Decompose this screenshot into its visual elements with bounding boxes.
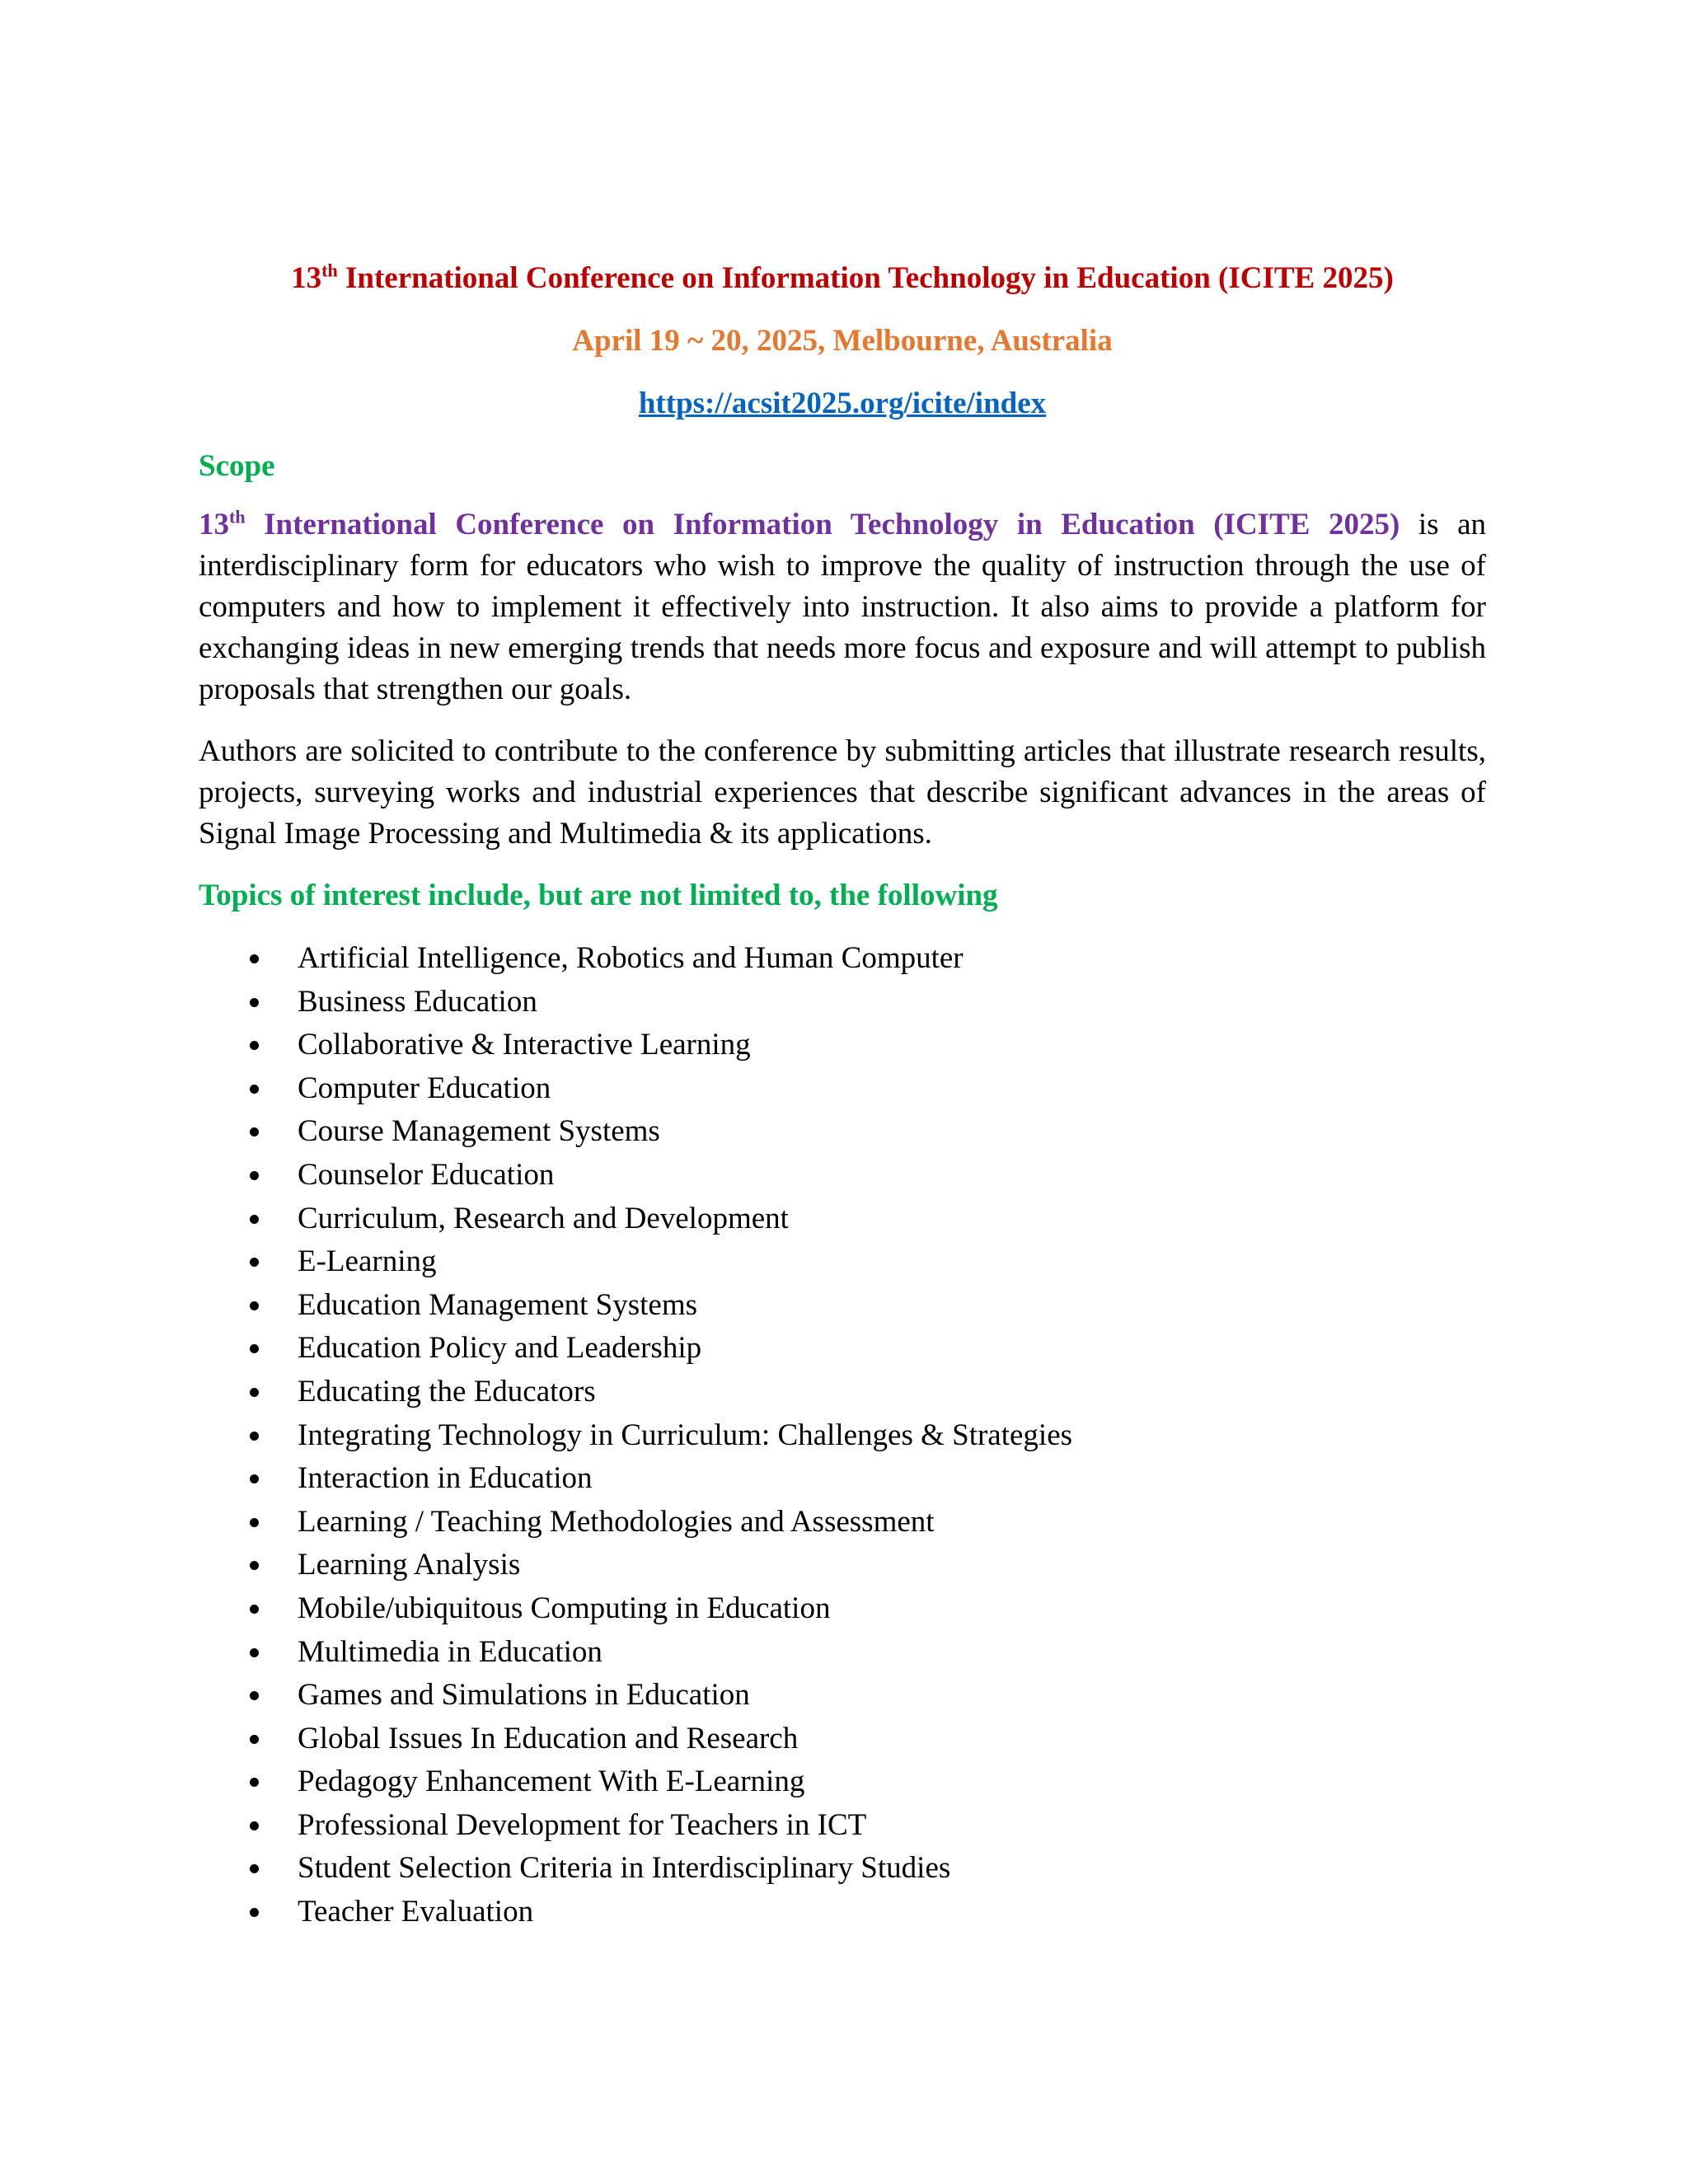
- bullet-icon: [250, 1474, 259, 1483]
- topic-item: [199, 1240, 1486, 1284]
- document-content: [199, 255, 1486, 1934]
- conference-url-line: [199, 381, 1486, 427]
- topics-heading: Topics of interest include, but are not limited to, the following: [199, 879, 998, 912]
- topic-item-label: Counselor Education: [298, 1157, 555, 1192]
- bullet-icon: [250, 1344, 259, 1353]
- topic-item-label: Education Policy and Leadership: [298, 1331, 702, 1366]
- topic-item: [199, 1587, 1486, 1631]
- scope-heading: Scope: [199, 449, 275, 483]
- topic-item-label: Computer Education: [298, 1071, 551, 1105]
- topic-item: [199, 1457, 1486, 1501]
- topic-item-label: Business Education: [298, 984, 537, 1019]
- topic-item-label: Multimedia in Education: [298, 1634, 603, 1669]
- topic-item: [199, 1197, 1486, 1241]
- scope-lead-text: International Conference on Information Technology in Education (ICITE 2025): [245, 508, 1400, 541]
- topic-item: [199, 1154, 1486, 1197]
- bullet-icon: [250, 1127, 259, 1137]
- scope-lead-number: 13: [199, 508, 229, 541]
- topic-item: [199, 1760, 1486, 1804]
- topic-item-label: Learning Analysis: [298, 1548, 521, 1582]
- bullet-icon: [250, 1735, 259, 1744]
- bullet-icon: [250, 1388, 259, 1397]
- topic-item-label: Course Management Systems: [298, 1114, 660, 1149]
- topic-item: [199, 1804, 1486, 1848]
- title-text: International Conference on Information Technology in Education (ICITE 2025): [337, 261, 1394, 295]
- topic-item: [199, 1371, 1486, 1414]
- topic-item: [199, 1110, 1486, 1154]
- topic-item-label: Mobile/ubiquitous Computing in Education: [298, 1591, 831, 1625]
- topic-item-label: Pedagogy Enhancement With E-Learning: [298, 1765, 805, 1799]
- scope-paragraph-1-text: is an interdisciplinary form for educators who wish to improve the quality of instruction through the use of computers and how to implement it effectively into instruction. It also aims to provide a platform for exchanging ideas in new emerging trends that needs more focus and exposure and will attempt to publish proposals that strengthen our goals.: [199, 508, 1486, 706]
- topic-item-label: Education Management Systems: [298, 1287, 698, 1322]
- topic-item-label: Teacher Evaluation: [298, 1895, 534, 1929]
- bullet-icon: [250, 1171, 259, 1180]
- bullet-icon: [250, 1778, 259, 1787]
- topic-item-label: Interaction in Education: [298, 1461, 593, 1496]
- topic-item: [199, 1544, 1486, 1587]
- topic-item-label: Curriculum, Research and Development: [298, 1201, 789, 1235]
- topic-item-label: Games and Simulations in Education: [298, 1678, 750, 1713]
- topics-list: [199, 937, 1486, 1934]
- bullet-icon: [250, 1041, 259, 1050]
- topic-item-label: Global Issues In Education and Research: [298, 1721, 799, 1755]
- bullet-icon: [250, 1908, 259, 1917]
- bullet-icon: [250, 1301, 259, 1310]
- topic-item: [199, 1284, 1486, 1328]
- topic-item-label: E-Learning: [298, 1244, 437, 1279]
- topic-item-label: Learning / Teaching Methodologies and Assessment: [298, 1504, 935, 1539]
- scope-paragraph-2: Authors are solicited to contribute to the conference by submitting articles that illustrate research results, projects, surveying works and industrial experiences that describe significant advances in the areas of Signal Image Processing and Multimedia & its applications.: [199, 734, 1486, 851]
- bullet-icon: [250, 1864, 259, 1873]
- topic-item-label: Student Selection Criteria in Interdisciplinary Studies: [298, 1851, 951, 1886]
- bullet-icon: [250, 1085, 259, 1094]
- bullet-icon: [250, 1821, 259, 1830]
- topic-item-label: Collaborative & Interactive Learning: [298, 1028, 751, 1062]
- conference-dates: April 19 ~ 20, 2025, Melbourne, Australia: [572, 324, 1113, 358]
- bullet-icon: [250, 1258, 259, 1267]
- bullet-icon: [250, 1605, 259, 1614]
- topic-item: [199, 1327, 1486, 1371]
- conference-url-link[interactable]: https://acsit2025.org/icite/index: [638, 387, 1047, 420]
- topic-item: [199, 1414, 1486, 1458]
- bullet-icon: [250, 1648, 259, 1657]
- bullet-icon: [250, 1215, 259, 1224]
- bullet-icon: [250, 1691, 259, 1700]
- topic-item: [199, 1067, 1486, 1111]
- topic-item: [199, 1891, 1486, 1934]
- bullet-icon: [250, 998, 259, 1007]
- topic-item: [199, 981, 1486, 1024]
- bullet-icon: [250, 1432, 259, 1441]
- topic-item-label: Professional Development for Teachers in ICT: [298, 1807, 867, 1842]
- topic-item-label: Educating the Educators: [298, 1374, 596, 1408]
- conference-title: [199, 255, 1486, 302]
- topic-item: [199, 1847, 1486, 1891]
- topic-item: [199, 1501, 1486, 1544]
- topic-item: [199, 1674, 1486, 1718]
- bullet-icon: [250, 954, 259, 963]
- topic-item-label: Artificial Intelligence, Robotics and Human Computer: [298, 941, 964, 975]
- scope-paragraph-1: [199, 504, 1486, 710]
- scope-lead-ordinal-suffix: th: [229, 506, 246, 527]
- topic-item: [199, 1718, 1486, 1761]
- topic-item-label: Integrating Technology in Curriculum: Challenges & Strategies: [298, 1418, 1073, 1452]
- title-number: 13: [291, 261, 322, 295]
- topic-item: [199, 937, 1486, 981]
- bullet-icon: [250, 1561, 259, 1570]
- bullet-icon: [250, 1518, 259, 1527]
- topic-item: [199, 1024, 1486, 1067]
- scope-lead: [199, 508, 1400, 541]
- title-ordinal-suffix: th: [321, 260, 338, 281]
- topic-item: [199, 1631, 1486, 1675]
